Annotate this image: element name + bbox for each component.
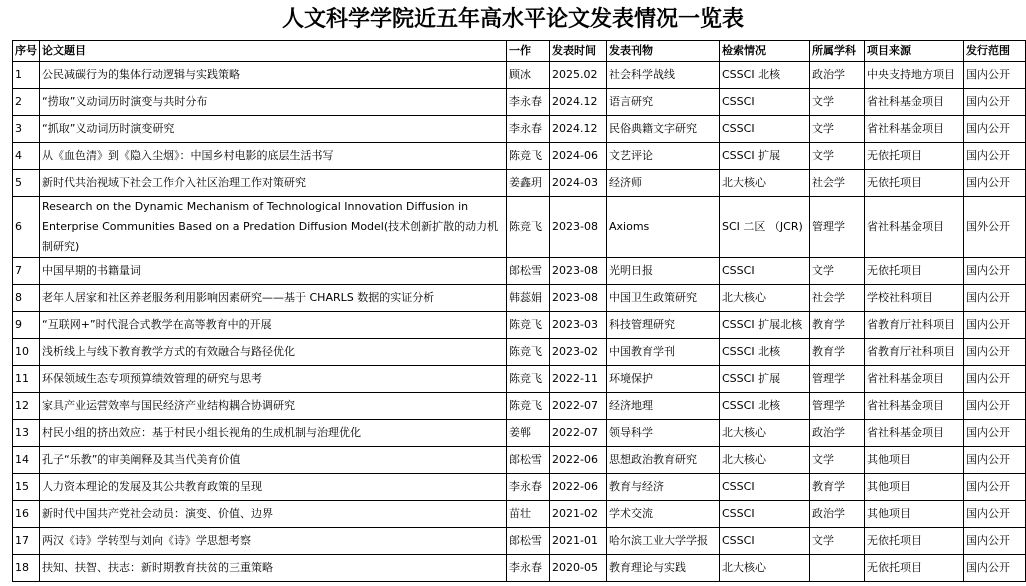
cell-index: CSSCI 北核 [720, 393, 810, 420]
table-row [13, 339, 1026, 366]
cell-discipline: 文学 [810, 528, 865, 555]
cell-date: 2022-06 [550, 474, 607, 501]
cell-source: 省社科基金项目 [865, 197, 964, 258]
table-row [13, 501, 1026, 528]
table-row [13, 170, 1026, 197]
cell-journal: 环境保护 [607, 366, 720, 393]
cell-paper: Research on the Dynamic Mechanism of Technological Innovation Diffusion in Enterprise Communities Based on a Predation Diffusion Model(技术创新扩散的动力机制研究) [40, 197, 507, 258]
cell-discipline: 社会学 [810, 285, 865, 312]
cell-scope: 国外公开 [964, 197, 1026, 258]
table-row [13, 366, 1026, 393]
cell-paper: 村民小组的挤出效应：基于村民小组长视角的生成机制与治理优化 [40, 420, 507, 447]
cell-index: CSSCI [720, 474, 810, 501]
cell-discipline: 政治学 [810, 501, 865, 528]
table-row [13, 528, 1026, 555]
cell-paper: 老年人居家和社区养老服务利用影响因素研究——基于 CHARLS 数据的实证分析 [40, 285, 507, 312]
cell-journal: 中国卫生政策研究 [607, 285, 720, 312]
cell-paper: “抓取”义动词历时演变研究 [40, 116, 507, 143]
cell-author: 李永春 [507, 474, 550, 501]
header-no: 序号 [13, 41, 40, 62]
document-title: 人文科学学院近五年高水平论文发表情况一览表 [281, 6, 744, 32]
cell-source: 省社科基金项目 [865, 420, 964, 447]
cell-author: 郎松雪 [507, 528, 550, 555]
cell-author: 郎松雪 [507, 258, 550, 285]
cell-source: 其他项目 [865, 447, 964, 474]
cell-discipline: 教育学 [810, 339, 865, 366]
cell-index: CSSCI [720, 501, 810, 528]
header-paper: 论文题目 [40, 41, 507, 62]
cell-no: 16 [13, 501, 40, 528]
cell-discipline: 管理学 [810, 197, 865, 258]
cell-scope: 国内公开 [964, 447, 1026, 474]
cell-discipline: 文学 [810, 89, 865, 116]
cell-scope: 国内公开 [964, 528, 1026, 555]
table-row [13, 447, 1026, 474]
cell-journal: 民俗典籍文字研究 [607, 116, 720, 143]
cell-date: 2024.12 [550, 89, 607, 116]
cell-journal: 教育理论与实践 [607, 555, 720, 582]
cell-author: 姜郸 [507, 420, 550, 447]
cell-scope: 国内公开 [964, 366, 1026, 393]
cell-discipline: 教育学 [810, 474, 865, 501]
cell-author: 郎松雪 [507, 447, 550, 474]
cell-paper: 浅析线上与线下教育教学方式的有效融合与路径优化 [40, 339, 507, 366]
table-row [13, 555, 1026, 582]
table-row [13, 420, 1026, 447]
cell-paper: “互联网+”时代混合式教学在高等教育中的开展 [40, 312, 507, 339]
cell-scope: 国内公开 [964, 555, 1026, 582]
table-row [13, 143, 1026, 170]
cell-source: 学校社科项目 [865, 285, 964, 312]
cell-no: 1 [13, 62, 40, 89]
cell-index: 北大核心 [720, 447, 810, 474]
cell-paper: 扶知、扶智、扶志：新时期教育扶贫的三重策略 [40, 555, 507, 582]
cell-index: CSSCI [720, 89, 810, 116]
cell-paper: 环保领域生态专项预算绩效管理的研究与思考 [40, 366, 507, 393]
cell-source: 无依托项目 [865, 555, 964, 582]
cell-scope: 国内公开 [964, 339, 1026, 366]
cell-date: 2023-08 [550, 285, 607, 312]
cell-date: 2025.02 [550, 62, 607, 89]
cell-no: 17 [13, 528, 40, 555]
cell-source: 其他项目 [865, 474, 964, 501]
cell-author: 韩蕊娟 [507, 285, 550, 312]
cell-author: 陈竞飞 [507, 197, 550, 258]
cell-scope: 国内公开 [964, 170, 1026, 197]
cell-no: 10 [13, 339, 40, 366]
table-row [13, 312, 1026, 339]
cell-scope: 国内公开 [964, 62, 1026, 89]
cell-date: 2023-03 [550, 312, 607, 339]
cell-author: 苗壮 [507, 501, 550, 528]
cell-author: 李永春 [507, 89, 550, 116]
cell-journal: 经济师 [607, 170, 720, 197]
cell-author: 陈竞飞 [507, 366, 550, 393]
cell-date: 2020-05 [550, 555, 607, 582]
cell-author: 陈竞飞 [507, 393, 550, 420]
cell-author: 李永春 [507, 116, 550, 143]
table-row [13, 285, 1026, 312]
cell-no: 3 [13, 116, 40, 143]
cell-date: 2023-02 [550, 339, 607, 366]
cell-index: CSSCI 扩展 [720, 143, 810, 170]
cell-no: 11 [13, 366, 40, 393]
cell-journal: 思想政治教育研究 [607, 447, 720, 474]
cell-source: 省社科基金项目 [865, 89, 964, 116]
header-date: 发表时间 [550, 41, 607, 62]
cell-discipline: 文学 [810, 258, 865, 285]
cell-author: 陈竞飞 [507, 143, 550, 170]
cell-date: 2022-11 [550, 366, 607, 393]
cell-discipline: 政治学 [810, 420, 865, 447]
cell-date: 2021-02 [550, 501, 607, 528]
cell-scope: 国内公开 [964, 285, 1026, 312]
cell-discipline: 文学 [810, 116, 865, 143]
table-row [13, 197, 1026, 258]
cell-discipline: 文学 [810, 143, 865, 170]
cell-no: 4 [13, 143, 40, 170]
cell-scope: 国内公开 [964, 116, 1026, 143]
cell-author: 陈竞飞 [507, 339, 550, 366]
header-journal: 发表刊物 [607, 41, 720, 62]
header-source: 项目来源 [865, 41, 964, 62]
cell-date: 2024.12 [550, 116, 607, 143]
cell-source: 无依托项目 [865, 143, 964, 170]
cell-date: 2021-01 [550, 528, 607, 555]
cell-journal: 哈尔滨工业大学学报 [607, 528, 720, 555]
cell-paper: 从《血色清》到《隐入尘烟》：中国乡村电影的底层生活书写 [40, 143, 507, 170]
cell-source: 无依托项目 [865, 528, 964, 555]
cell-journal: 光明日报 [607, 258, 720, 285]
cell-scope: 国内公开 [964, 501, 1026, 528]
cell-journal: 文艺评论 [607, 143, 720, 170]
cell-scope: 国内公开 [964, 393, 1026, 420]
cell-paper: 新时代共治视域下社会工作介入社区治理工作对策研究 [40, 170, 507, 197]
cell-no: 18 [13, 555, 40, 582]
cell-paper: 公民减碳行为的集体行动逻辑与实践策略 [40, 62, 507, 89]
cell-date: 2023-08 [550, 258, 607, 285]
cell-index: 北大核心 [720, 170, 810, 197]
cell-date: 2024-03 [550, 170, 607, 197]
cell-index: SCI 二区 （JCR) [720, 197, 810, 258]
cell-no: 2 [13, 89, 40, 116]
cell-scope: 国内公开 [964, 89, 1026, 116]
cell-paper: 孔子“乐教”的审美阐释及其当代美育价值 [40, 447, 507, 474]
table-row [13, 474, 1026, 501]
cell-date: 2022-06 [550, 447, 607, 474]
cell-date: 2022-07 [550, 420, 607, 447]
cell-discipline: 管理学 [810, 366, 865, 393]
table-row [13, 258, 1026, 285]
cell-discipline: 管理学 [810, 393, 865, 420]
header-row [13, 41, 1026, 62]
cell-journal: 教育与经济 [607, 474, 720, 501]
cell-index: 北大核心 [720, 420, 810, 447]
cell-author: 李永春 [507, 555, 550, 582]
cell-index: CSSCI [720, 116, 810, 143]
header-scope: 发行范围 [964, 41, 1026, 62]
header-discipline: 所属学科 [810, 41, 865, 62]
cell-index: CSSCI 扩展北核 [720, 312, 810, 339]
table-row [13, 393, 1026, 420]
cell-discipline [810, 555, 865, 582]
cell-journal: 中国教育学刊 [607, 339, 720, 366]
cell-no: 6 [13, 197, 40, 258]
cell-paper: 新时代中国共产党社会动员：演变、价值、边界 [40, 501, 507, 528]
cell-index: CSSCI 北核 [720, 339, 810, 366]
cell-scope: 国内公开 [964, 258, 1026, 285]
table-row [13, 116, 1026, 143]
cell-scope: 国内公开 [964, 312, 1026, 339]
publications-table [12, 40, 1026, 582]
cell-source: 省教育厅社科项目 [865, 339, 964, 366]
cell-paper: 中国早期的书籍量词 [40, 258, 507, 285]
cell-scope: 国内公开 [964, 420, 1026, 447]
cell-no: 5 [13, 170, 40, 197]
cell-no: 13 [13, 420, 40, 447]
cell-date: 2023-08 [550, 197, 607, 258]
cell-index: CSSCI 扩展 [720, 366, 810, 393]
cell-journal: 经济地理 [607, 393, 720, 420]
cell-discipline: 教育学 [810, 312, 865, 339]
cell-no: 8 [13, 285, 40, 312]
cell-source: 无依托项目 [865, 170, 964, 197]
cell-index: CSSCI [720, 258, 810, 285]
cell-journal: Axioms [607, 197, 720, 258]
cell-source: 中央支持地方项目 [865, 62, 964, 89]
cell-source: 省社科基金项目 [865, 366, 964, 393]
cell-index: CSSCI [720, 528, 810, 555]
cell-index: CSSCI 北核 [720, 62, 810, 89]
cell-date: 2022-07 [550, 393, 607, 420]
cell-journal: 领导科学 [607, 420, 720, 447]
header-author: 一作 [507, 41, 550, 62]
cell-discipline: 社会学 [810, 170, 865, 197]
cell-journal: 语言研究 [607, 89, 720, 116]
cell-index: 北大核心 [720, 285, 810, 312]
cell-no: 15 [13, 474, 40, 501]
table-row [13, 62, 1026, 89]
cell-paper: 人力资本理论的发展及其公共教育政策的呈现 [40, 474, 507, 501]
table-row [13, 89, 1026, 116]
cell-journal: 科技管理研究 [607, 312, 720, 339]
cell-discipline: 文学 [810, 447, 865, 474]
cell-journal: 社会科学战线 [607, 62, 720, 89]
cell-journal: 学术交流 [607, 501, 720, 528]
cell-source: 省社科基金项目 [865, 116, 964, 143]
cell-paper: 两汉《诗》学转型与刘向《诗》学思想考察 [40, 528, 507, 555]
cell-date: 2024-06 [550, 143, 607, 170]
cell-paper: 家具产业运营效率与国民经济产业结构耦合协调研究 [40, 393, 507, 420]
cell-no: 7 [13, 258, 40, 285]
cell-source: 其他项目 [865, 501, 964, 528]
cell-source: 无依托项目 [865, 258, 964, 285]
cell-scope: 国内公开 [964, 143, 1026, 170]
cell-source: 省社科基金项目 [865, 393, 964, 420]
cell-scope: 国内公开 [964, 474, 1026, 501]
cell-no: 9 [13, 312, 40, 339]
table-body [13, 62, 1026, 582]
header-index: 检索情况 [720, 41, 810, 62]
cell-author: 姜鑫玥 [507, 170, 550, 197]
cell-author: 顾冰 [507, 62, 550, 89]
cell-discipline: 政治学 [810, 62, 865, 89]
cell-source: 省教育厅社科项目 [865, 312, 964, 339]
cell-author: 陈竞飞 [507, 312, 550, 339]
cell-no: 14 [13, 447, 40, 474]
cell-no: 12 [13, 393, 40, 420]
cell-paper: “捞取”义动词历时演变与共时分布 [40, 89, 507, 116]
cell-index: 北大核心 [720, 555, 810, 582]
